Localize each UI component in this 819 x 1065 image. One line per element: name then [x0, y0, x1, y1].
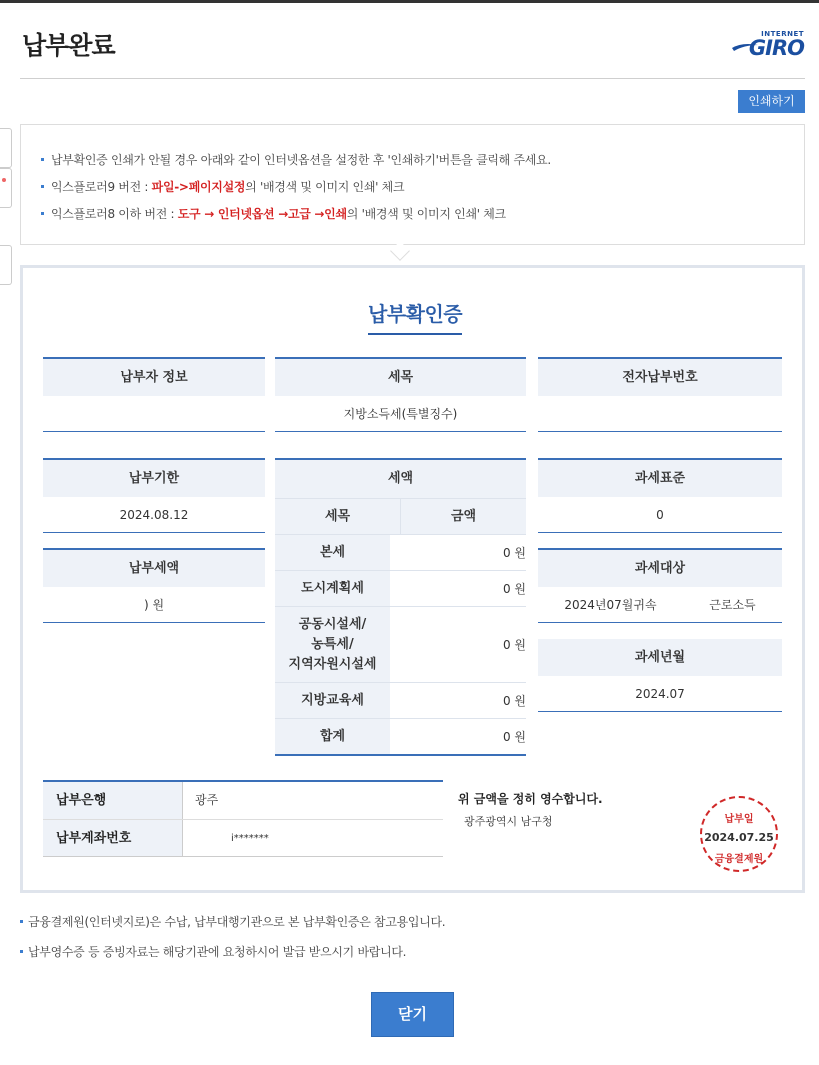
bank-info-table	[43, 780, 443, 857]
payment-date-stamp	[700, 796, 778, 872]
tax-month-label: 과세년월	[538, 639, 782, 676]
tax-target-label: 과세대상	[538, 550, 782, 587]
tax-target-kind: 근로소득	[709, 598, 756, 612]
notice-text: 익스플로러8 이하 버전 :	[51, 207, 178, 221]
tax-row	[275, 570, 526, 606]
tax-item-label: 세목	[275, 359, 526, 396]
tax-amount-table	[275, 458, 526, 756]
tax-base-label: 과세표준	[538, 460, 782, 497]
footer-notes	[20, 913, 445, 973]
notice-text: 납부확인증 인쇄가 안될 경우 아래와 같이 인터넷옵션을 설정한 후 '인쇄하기'버튼을 클릭해 주세요.	[51, 153, 551, 167]
bank-value: 광주	[195, 793, 219, 807]
tax-item-value: 지방소득세(특별징수)	[275, 396, 526, 432]
payer-info-label: 납부자 정보	[43, 359, 265, 396]
tax-target-value	[538, 587, 782, 623]
side-tab[interactable]	[0, 245, 12, 285]
notice-list	[41, 152, 551, 233]
tax-target-period: 2024년07월귀속	[564, 598, 657, 612]
tax-row-item: 지방교육세	[275, 683, 390, 718]
page-title: 납부완료	[22, 31, 115, 60]
print-button[interactable]: 인쇄하기	[738, 90, 805, 113]
paid-amount-value: ) 원	[43, 587, 265, 623]
notice-item	[41, 206, 551, 233]
payer-info-box	[43, 357, 265, 432]
tax-row	[275, 682, 526, 718]
close-button[interactable]: 닫기	[371, 992, 454, 1037]
tax-row	[275, 606, 526, 682]
logo-small-text: INTERNET	[761, 30, 804, 38]
print-notice	[20, 124, 805, 245]
tax-table-subheader	[275, 498, 526, 534]
footer-note: 납부영수증 등 증빙자료는 해당기관에 요청하시어 발급 받으시기 바랍니다.	[20, 943, 445, 973]
payer-info-value	[43, 396, 265, 432]
due-date-label: 납부기한	[43, 460, 265, 497]
tax-row-item: 본세	[275, 535, 390, 570]
tax-row-amount: 0 원	[502, 638, 526, 652]
side-tab[interactable]	[0, 128, 12, 168]
e-number-label: 전자납부번호	[538, 359, 782, 396]
tax-month-value: 2024.07	[538, 676, 782, 712]
bank-label: 납부은행	[43, 782, 183, 819]
notice-highlight: 도구 → 인터넷옵션 →고급 →인쇄	[177, 207, 347, 221]
issuing-office: 광주광역시 남구청	[464, 815, 553, 828]
certificate-title: 납부확인증	[368, 298, 462, 335]
e-number-box	[538, 357, 782, 432]
notice-tail: 의 '배경색 및 이미지 인쇄' 체크	[245, 180, 405, 194]
tax-item-box	[275, 357, 526, 432]
logo-big-text: GIRO	[748, 36, 804, 60]
col-amount: 금액	[450, 509, 477, 524]
e-number-value	[538, 396, 782, 432]
side-tab[interactable]	[0, 168, 12, 208]
account-label: 납부계좌번호	[43, 820, 183, 856]
tax-table-header: 세액	[275, 460, 526, 498]
tax-row-item: 합계	[275, 719, 390, 754]
due-date-box	[43, 458, 265, 533]
due-date-value: 2024.08.12	[43, 497, 265, 533]
payment-certificate	[20, 265, 805, 893]
tax-target-box	[538, 548, 782, 623]
top-border	[0, 0, 819, 3]
stamp-top: 납부일	[724, 814, 754, 825]
account-value: i*******	[231, 833, 269, 844]
account-row	[43, 819, 443, 856]
notice-item	[41, 152, 551, 179]
tax-row-item: 도시계획세	[275, 571, 390, 606]
paid-amount-box	[43, 548, 265, 623]
side-indicator-dot	[2, 178, 6, 182]
col-tax-item: 세목	[275, 499, 401, 534]
bank-row	[43, 782, 443, 819]
divider	[20, 78, 805, 79]
tax-row	[275, 534, 526, 570]
tax-row-amount: 0 원	[502, 546, 526, 560]
stamp-date: 2024.07.25	[704, 831, 774, 844]
tax-row-item: 공동시설세/ 농특세/ 지역자원시설세	[275, 607, 390, 682]
tax-base-value: 0	[538, 497, 782, 533]
paid-amount-label: 납부세액	[43, 550, 265, 587]
tax-table-rows	[275, 534, 526, 754]
tax-row-amount: 0 원	[502, 582, 526, 596]
notice-item	[41, 179, 551, 206]
tax-month-box	[538, 639, 782, 712]
receipt-statement: 위 금액을 정히 영수합니다.	[458, 792, 603, 806]
stamp-bottom: 금융결제원	[714, 854, 764, 865]
giro-logo	[732, 30, 806, 60]
notice-text: 익스플로러9 버전 :	[51, 180, 152, 194]
tax-row	[275, 718, 526, 754]
tax-row-amount: 0 원	[502, 694, 526, 708]
tax-row-amount: 0 원	[502, 730, 526, 744]
footer-note: 금융결제원(인터넷지로)은 수납, 납부대행기관으로 본 납부확인증은 참고용입니다.	[20, 913, 445, 943]
tax-base-box	[538, 458, 782, 533]
notice-highlight: 파일->페이지설정	[151, 180, 246, 194]
notice-tail: 의 '배경색 및 이미지 인쇄' 체크	[346, 207, 506, 221]
